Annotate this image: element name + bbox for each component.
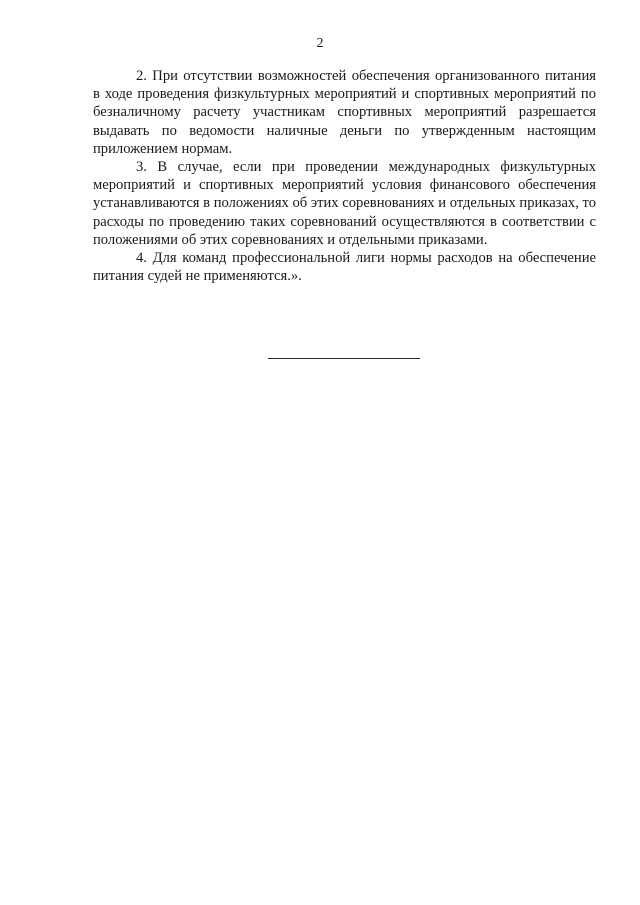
paragraph-3: 3. В случае, если при проведении международных физкультурных мероприятий и спортивных мероприятий условия финансового обеспечения устанавливаются в положениях об этих соревнованиях и отдельных приказах, то расходы по проведению таких соревнований осуществляются в соответствии с положениями об этих соревнованиях и отдельными приказами. [93,159,596,248]
end-divider-line [268,358,420,359]
document-body [93,67,596,285]
paragraph-2: 2. При отсутствии возможностей обеспечения организованного питания в ходе проведения физкультурных мероприятий и спортивных мероприятий по безналичному расчету участникам спортивных мероприятий разрешается выдавать по ведомости наличные деньги по утвержденным настоящим приложением нормам. [93,68,596,157]
paragraph-4: 4. Для команд профессиональной лиги нормы расходов на обеспечение питания судей не применяются.». [93,250,596,285]
page-number: 2 [316,36,324,51]
